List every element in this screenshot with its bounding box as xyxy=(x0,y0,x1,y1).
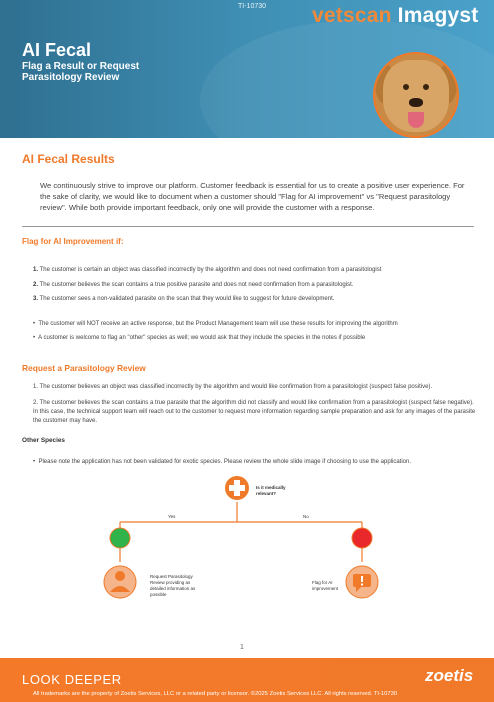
results-intro: We continuously strive to improve our platform. Customer feedback is essential for us to create a positive user experience. For the sake of clarity, we would like to document when a customer should "Flag for AI improvement" vs "Request parasitology review". While both provide important feedback, only one will provide the customer with a response. xyxy=(40,181,465,212)
no-red-circle xyxy=(352,528,372,548)
alert-mark xyxy=(361,576,363,582)
brand-imagyst: Imagyst xyxy=(397,4,479,27)
other-species-title: Other Species xyxy=(22,437,65,444)
footer-tagline: LOOK DEEPER xyxy=(22,672,122,687)
review-section-title: Request a Parasitology Review xyxy=(22,363,146,373)
zoetis-logo: zoetis xyxy=(425,666,474,685)
flag-item-3: 3. The customer sees a non-validated parasite on the scan that they would like to suggest for future development. xyxy=(33,296,335,302)
review-item-2: 2. The customer believes the scan contains a true parasite that the algorithm did not classify and would like confirmation from a parasitologist (suspect false negative). In this case, the technical support team will reach out to the customer to request more information regarding sample preparation and ask for any images of the parasite the customer may have. xyxy=(33,400,476,425)
cross-horizontal xyxy=(229,485,245,491)
alert-dot xyxy=(361,584,363,586)
dog-photo xyxy=(373,52,459,138)
flow-no-label: No xyxy=(303,514,309,519)
brand-vetscan: vetscan xyxy=(312,4,392,27)
flow-yes-outcome: Request Parasitology Review providing as detailed information as possible xyxy=(150,574,196,597)
page-subtitle: Flag a Result or Request Parasitology Review xyxy=(22,61,140,83)
results-title: AI Fecal Results xyxy=(22,152,115,166)
flow-yes-label: Yes xyxy=(168,514,176,519)
brand-logo xyxy=(312,4,478,28)
section-divider xyxy=(22,226,474,227)
document-id: TI-10730 xyxy=(238,3,267,10)
dog-eye-right xyxy=(423,84,429,90)
flow-no-outcome: Flag for AI improvement xyxy=(312,580,339,591)
flag-section-title: Flag for AI Improvement if: xyxy=(22,237,124,246)
yes-green-circle xyxy=(110,528,130,548)
flag-item-2: 2. The customer believes the scan contains a true positive parasite and does not need confirmation from a parasitologist. xyxy=(33,282,354,288)
review-item-1: 1. The customer believes an object was classified incorrectly by the algorithm and would like confirmation from a parasitologist (suspect false positive). xyxy=(33,384,433,390)
flow-question: Is it medically relevant? xyxy=(256,485,286,496)
person-icon xyxy=(104,566,136,598)
header-banner xyxy=(0,0,494,138)
dog-eye-left xyxy=(403,84,409,90)
other-species-bullet: • Please note the application has not been validated for exotic species. Please review the whole slide image if choosing to use the application. xyxy=(33,459,412,465)
flag-item-1: 1. The customer is certain an object was classified incorrectly by the algorithm and does not need confirmation from a parasitologist xyxy=(33,267,382,273)
decision-flowchart xyxy=(0,470,494,620)
flowchart-graphic xyxy=(0,470,494,620)
legal-notice: All trademarks are the property of Zoetis Services, LLC or a related party or licensor. ©2025 Zoetis Services LLC. All rights reserved. TI-10730 xyxy=(33,691,398,697)
flag-bullet-2: • A customer is welcome to flag an "other" species as well; we would ask that they include the species in the notes if possible xyxy=(33,335,366,341)
dog-tongue xyxy=(408,112,424,128)
person-head xyxy=(115,571,125,581)
footer-banner xyxy=(0,658,494,702)
page-number: 1 xyxy=(240,644,244,651)
flag-bullet-1: • The customer will NOT receive an active response, but the Product Management team will use these results for improving the algorithm xyxy=(33,321,398,327)
dog-nose xyxy=(409,98,423,107)
page-title: AI Fecal xyxy=(22,40,92,60)
